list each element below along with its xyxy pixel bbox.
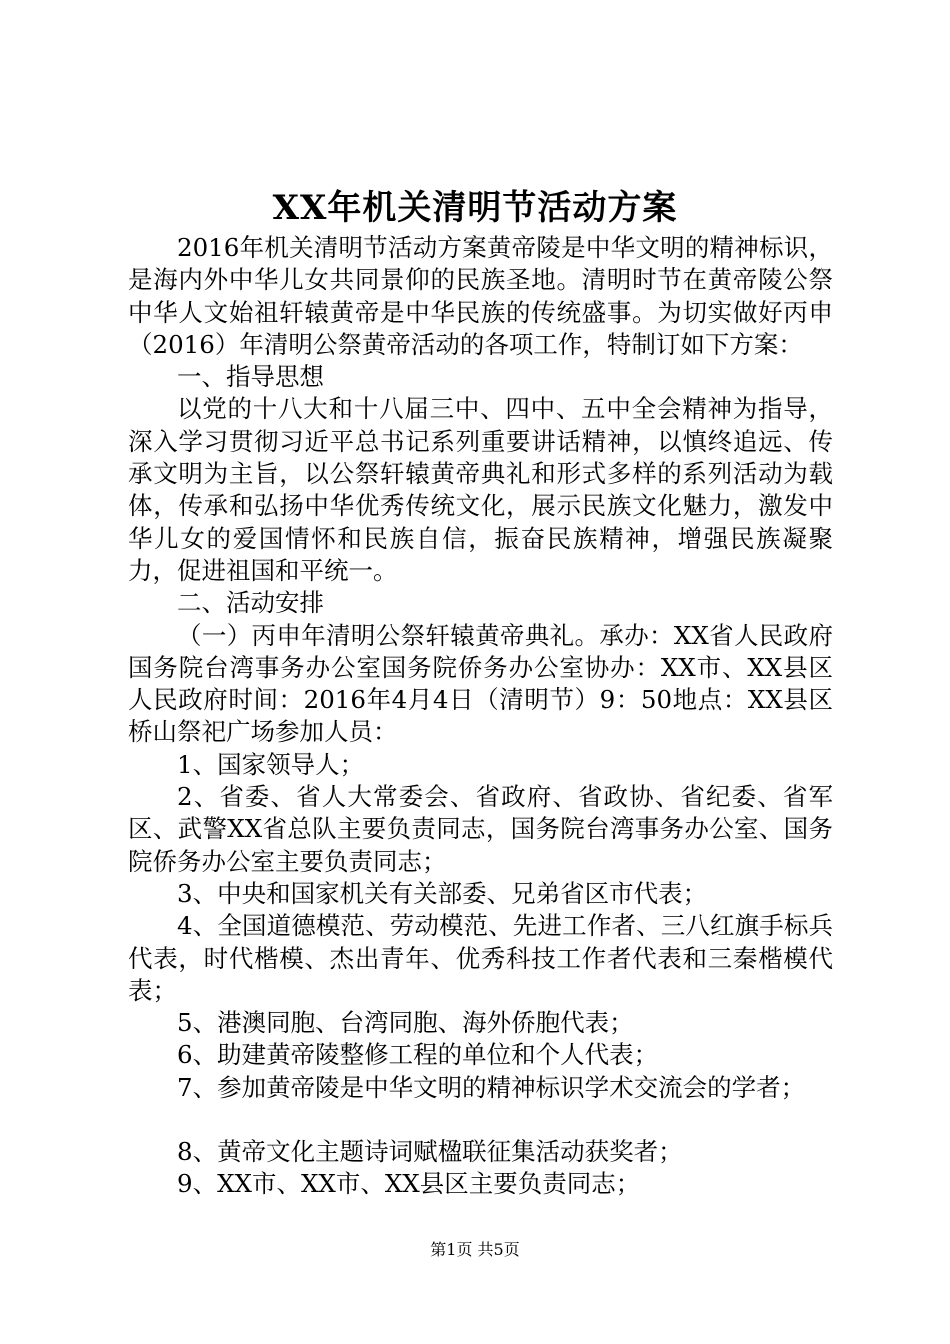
guiding-ideology-paragraph: 以党的十八大和十八届三中、四中、五中全会精神为指导，深入学习贯彻习近平总书记系列重要讲话精神，以慎终追远、传承文明为主旨，以公祭轩辕黄帝典礼和形式多样的系列活动为载体，传承和弘扬中华优秀传统文化，展示民族文化魅力，激发中华儿女的爱国情怀和民族自信，振奋民族精神，增强民族凝聚力，促进祖国和平统一。 [128, 394, 833, 585]
section-heading-guiding-ideology: 一、指导思想 [177, 362, 324, 392]
list-item: 1、国家领导人； [177, 749, 365, 779]
intro-paragraph: 2016年机关清明节活动方案黄帝陵是中华文明的精神标识，是海内外中华儿女共同景仰的民族圣地。清明时节在黄帝陵公祭中华人文始祖轩辕黄帝是中华民族的传统盛事。为切实做好丙申（2016）年清明公祭黄帝活动的各项工作，特制订如下方案： [128, 233, 833, 359]
list-item: 8、黄帝文化主题诗词赋楹联征集活动获奖者； [177, 1137, 683, 1167]
list-item: 9、XX市、XX市、XX县区主要负责同志； [177, 1169, 641, 1199]
page-footer: 第1页 共5页 [430, 1240, 520, 1259]
document-body [128, 232, 833, 1201]
list-item: 4、全国道德模范、劳动模范、先进工作者、三八红旗手标兵代表，时代楷模、杰出青年、优秀科技工作者代表和三秦楷模代表； [128, 911, 833, 1005]
ceremony-details-paragraph: （一）丙申年清明公祭轩辕黄帝典礼。承办：XX省人民政府国务院台湾事务办公室国务院侨务办公室协办：XX市、XX县区人民政府时间：2016年4月4日（清明节）9：50地点：XX县区桥山祭祀广场参加人员： [128, 620, 833, 747]
section-heading-activity-arrangement: 二、活动安排 [177, 588, 324, 618]
list-item: 6、助建黄帝陵整修工程的单位和个人代表； [177, 1040, 659, 1070]
list-item: 7、参加黄帝陵是中华文明的精神标识学术交流会的学者； [177, 1072, 806, 1102]
list-item: 3、中央和国家机关有关部委、兄弟省区市代表； [177, 878, 708, 908]
document-title: XX年机关清明节活动方案 [272, 188, 678, 228]
list-item: 5、港澳同胞、台湾同胞、海外侨胞代表； [177, 1008, 634, 1038]
list-item: 2、省委、省人大常委会、省政府、省政协、省纪委、省军区、武警XX省总队主要负责同志，国务院台湾事务办公室、国务院侨务办公室主要负责同志； [128, 782, 833, 876]
